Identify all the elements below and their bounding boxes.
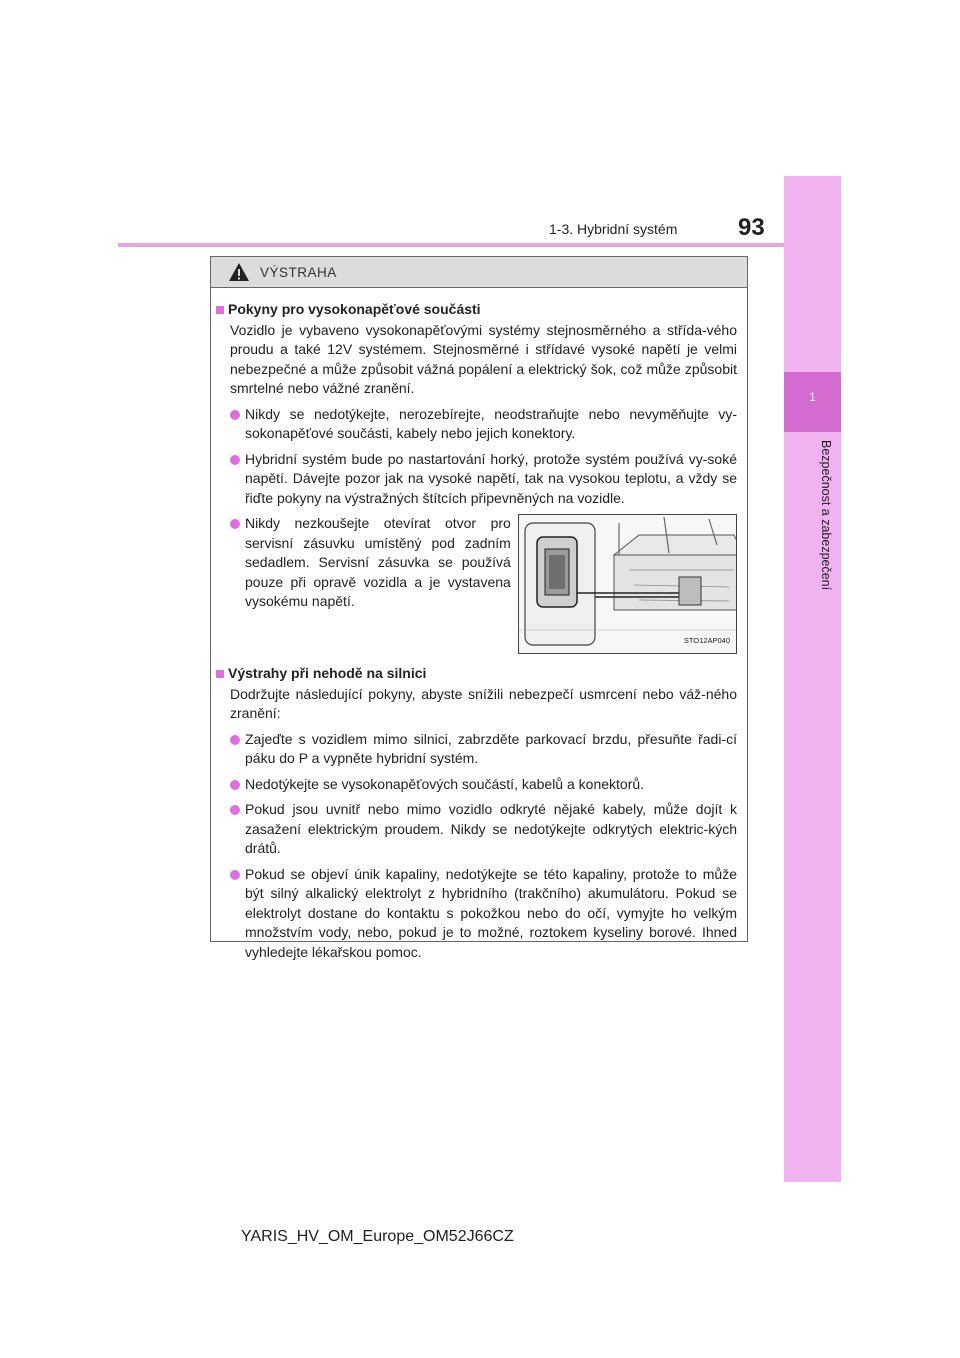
bullet-item <box>216 775 737 795</box>
circle-bullet-icon <box>230 735 240 745</box>
bullet-item <box>216 730 737 769</box>
bullet-text: Zajeďte s vozidlem mimo silnici, zabrzděte parkovací brzdu, přesuňte řadi-cí páku do P a vypněte hybridní systém. <box>245 730 737 766</box>
section-heading <box>216 664 737 684</box>
paragraph: Vozidlo je vybaveno vysokonapěťovými systémy stejnosměrného a střída-vého proudu a také 12V systémem. Stejnosměrné i střídavé vysoké napětí je velmi nebezpečné a může způsobit vážná popálení a elektrický šok, což může způsobit smrtelné nebo vážné zranění. <box>230 321 737 396</box>
paragraph: Dodržujte následující pokyny, abyste snížili nebezpečí usmrcení nebo váž-ného zranění: <box>230 685 737 721</box>
bullet-text: Pokud jsou uvnitř nebo mimo vozidlo odkryté nějaké kabely, může dojít k zasažení elektrickým proudem. Nikdy se nedotýkejte odkrytých elektric-kých drátů. <box>245 801 737 856</box>
chapter-side-tab <box>784 176 841 1182</box>
bullet-text: Hybridní systém bude po nastartování horký, protože systém používá vy-soké napětí. Dávejte pozor jak na vysoké napětí, tak na vysokou teplotu, a vždy se řiďte pokyny na výstražných štítcích připevněných na vozidle. <box>245 450 737 506</box>
warning-title: VÝSTRAHA <box>260 264 337 280</box>
warning-header <box>211 257 747 288</box>
bullet-text: Pokud se objeví únik kapaliny, nedotýkejte se této kapaliny, protože to může být silný alkalický elektrolyt z hybridního (trakčního) akumulátoru. Pokud se elektrolyt dostane do kontaktu s pokožkou nebo do očí, vymyjte ho velkým množstvím vody, nebo, pokud je to možné, roztokem kyseliny borové. Ihned vyhledejte lékařskou pomoc. <box>245 865 737 960</box>
section-heading <box>216 300 737 320</box>
square-bullet-icon <box>216 670 224 678</box>
section-title: 1-3. Hybridní systém <box>549 221 678 237</box>
warning-content <box>211 288 747 962</box>
section-heading-text: Pokyny pro vysokonapěťové součásti <box>228 301 481 317</box>
section-heading-text: Výstrahy při nehodě na silnici <box>228 665 427 681</box>
circle-bullet-icon <box>230 519 240 529</box>
bullet-item <box>216 514 511 648</box>
warning-triangle-icon <box>228 262 250 282</box>
bullet-text: Nedotýkejte se vysokonapěťových součástí, kabelů a konektorů. <box>245 775 645 792</box>
page-number: 93 <box>738 214 765 241</box>
bullet-text: Nikdy nezkoušejte otevírat otvor pro servisní zásuvku umístěný pod zadním sedadlem. Servisní zásuvka se používá pouze při opravě vozidla a je vystavena vysokému napětí. <box>245 515 511 609</box>
bullet-text: Nikdy se nedotýkejte, nerozebírejte, neodstraňujte nebo nevyměňujte vy-sokonapěťové součásti, kabely nebo jejich konektory. <box>245 405 737 441</box>
bullet-item <box>216 800 737 859</box>
warning-box <box>210 256 748 960</box>
square-bullet-icon <box>216 306 224 314</box>
bullet-item <box>216 405 737 444</box>
bullet-with-figure <box>216 514 737 654</box>
header-divider <box>118 243 784 247</box>
circle-bullet-icon <box>230 780 240 790</box>
circle-bullet-icon <box>230 410 240 420</box>
bullet-item <box>216 865 737 963</box>
chapter-number-tab: 1 <box>784 372 841 432</box>
document-id: YARIS_HV_OM_Europe_OM52J66CZ <box>241 1228 514 1245</box>
bullet-item <box>216 450 737 509</box>
circle-bullet-icon <box>230 870 240 880</box>
circle-bullet-icon <box>230 455 240 465</box>
circle-bullet-icon <box>230 805 240 815</box>
service-plug-figure <box>518 514 737 654</box>
figure-code: STO12AP040 <box>683 635 730 645</box>
chapter-title: Bezpečnost a zabezpečení <box>819 440 833 591</box>
